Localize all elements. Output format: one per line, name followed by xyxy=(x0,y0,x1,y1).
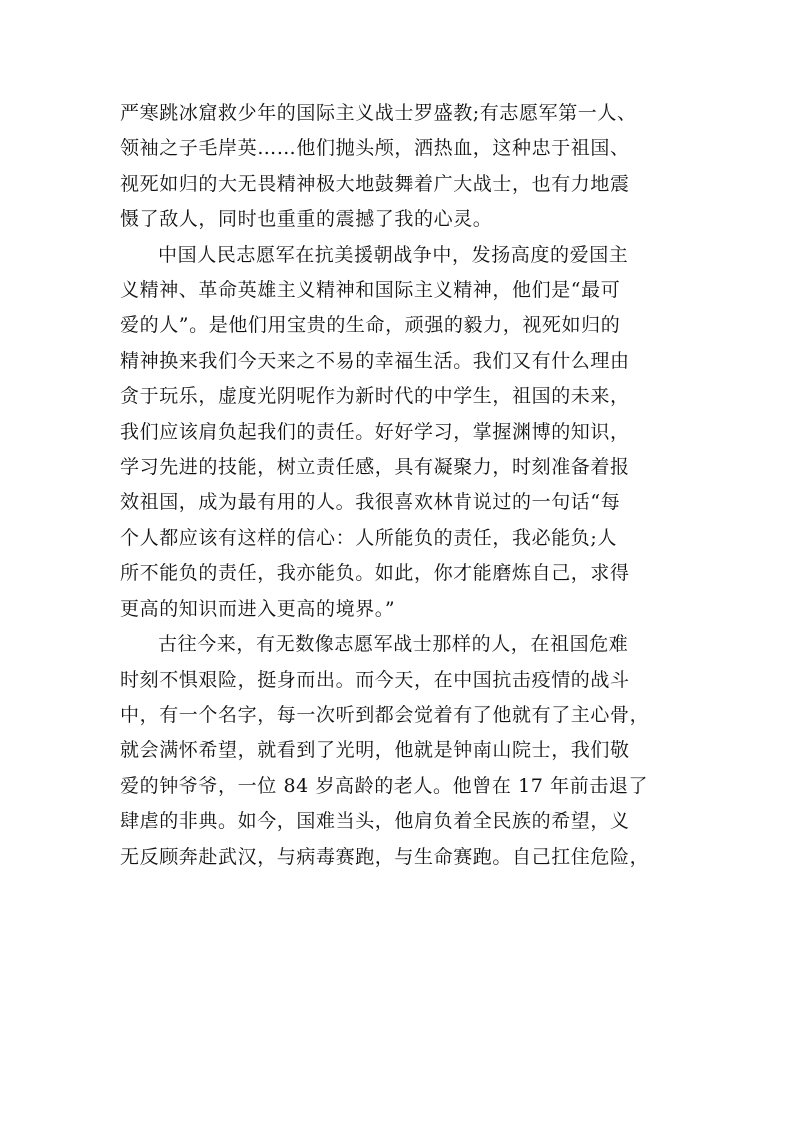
text-line: 个人都应该有这样的信心：人所能负的责任，我必能负;人 xyxy=(120,526,618,549)
text-line: 就会满怀希望，就看到了光明，他就是钟南山院士，我们敬 xyxy=(120,739,630,762)
paragraph-2 xyxy=(120,238,680,627)
text-line: 中，有一个名字，每一次听到都会觉着有了他就有了主心骨， xyxy=(120,703,650,726)
text-line: 领袖之子毛岸英……他们抛头颅，洒热血，这种忠于祖国、 xyxy=(120,137,630,160)
paragraph-1 xyxy=(120,96,680,238)
text-line: 时刻不惧艰险，挺身而出。而今天，在中国抗击疫情的战斗 xyxy=(120,668,630,691)
text-line: 严寒跳冰窟救少年的国际主义战士罗盛教;有志愿军第一人、 xyxy=(120,102,637,124)
text-line: 所不能负的责任，我亦能负。如此，你才能磨炼自己，求得 xyxy=(120,562,630,585)
text-line: 贪于玩乐，虚度光阴呢作为新时代的中学生，祖国的未来， xyxy=(120,385,630,408)
text-line: 慑了敌人，同时也重重的震撼了我的心灵。 xyxy=(120,208,493,231)
text-line: 肆虐的非典。如今，国难当头，他肩负着全民族的希望，义 xyxy=(120,810,630,833)
text-line: 精神换来我们今天来之不易的幸福生活。我们又有什么理由 xyxy=(120,349,630,372)
text-line: 我们应该肩负起我们的责任。好好学习，掌握渊博的知识， xyxy=(120,420,630,443)
text-line: 学习先进的技能，树立责任感，具有凝聚力，时刻准备着报 xyxy=(120,456,630,479)
text-line: 视死如归的大无畏精神极大地鼓舞着广大战士，也有力地震 xyxy=(120,172,630,195)
text-line: 效祖国，成为最有用的人。我很喜欢林肯说过的一句话“每 xyxy=(120,491,621,514)
text-line: 无反顾奔赴武汉，与病毒赛跑，与生命赛跑。自己扛住危险， xyxy=(120,845,650,868)
text-line: 爱的人”。是他们用宝贵的生命，顽强的毅力，视死如归的 xyxy=(120,314,621,337)
text-line: 古往今来，有无数像志愿军战士那样的人，在祖国危难 xyxy=(158,633,629,656)
text-line: 更高的知识而进入更高的境界。” xyxy=(120,597,396,620)
paragraph-3 xyxy=(120,627,680,875)
text-line: 中国人民志愿军在抗美援朝战争中，发扬高度的爱国主 xyxy=(158,243,629,266)
document-body xyxy=(120,96,680,875)
text-line: 爱的钟爷爷，一位 84 岁高龄的老人。他曾在 17 年前击退了 xyxy=(120,774,649,797)
text-line: 义精神、革命英雄主义精神和国际主义精神，他们是“最可 xyxy=(120,279,621,302)
